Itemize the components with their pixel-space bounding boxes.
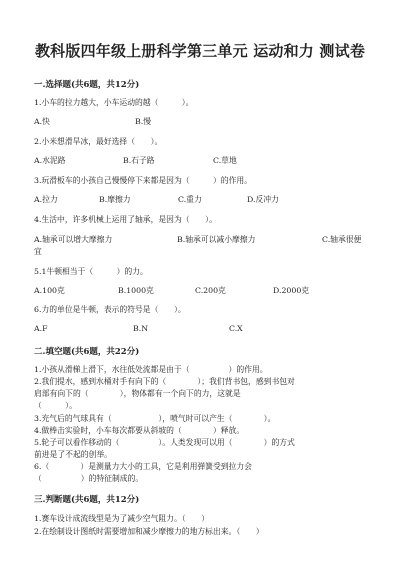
judge-line: 1.赛车设计成流线型是为了减少空气阻力。（ ） [34, 514, 210, 523]
option: A.拉力 [34, 195, 58, 204]
question-5: 5.1牛顿相当于（ ）的力。 [34, 267, 148, 276]
option: C.轴承很便 [322, 235, 362, 244]
option: C.重力 [178, 195, 202, 204]
option: D.反冲力 [247, 195, 279, 204]
fill-line: 3.充气后的气球具有（ ），喷气时可以产生（ ）。 [34, 414, 276, 423]
page-title: 教科版四年级上册科学第三单元 运动和力 测试卷 [34, 42, 366, 60]
fill-line: 2.我们提水，感到水桶对手有向下的（ ）；我们背书包，感到书包对 [34, 377, 295, 386]
option: C.200克 [195, 286, 226, 295]
option: A.100克 [34, 286, 65, 295]
option: B.摩擦力 [99, 195, 131, 204]
section-heading-choice: 一.选择题(共6题，共12分) [34, 80, 140, 90]
option: B.1000克 [118, 286, 154, 295]
fill-line: 前进是了不起的创举。 [34, 450, 112, 459]
option: D.2000克 [273, 286, 310, 295]
option: B.石子路 [123, 156, 155, 165]
question-1: 1.小车的拉力越大，小车运动的越（ ）。 [34, 98, 194, 107]
question-6: 6.力的单位是牛顿，表示的符号是（ ）。 [34, 305, 186, 314]
option-continuation: 宜 [34, 247, 42, 256]
fill-line: 4.做棒击实验时，小车每次都要从斜坡的（ ）释放。 [34, 426, 245, 435]
fill-line: （ ）。 [34, 401, 77, 410]
option: C.草地 [213, 156, 237, 165]
fill-line: 1.小孩从滑梯上滑下，水往低处流都是由于（ ）的作用。 [34, 365, 268, 374]
option: B.轴承可以减小摩擦力 [177, 235, 256, 244]
fill-line: （ ）的特征制成的。 [34, 474, 144, 483]
judge-line: 2.在绘制设计图纸时需要增加和减少摩擦力的地方标出来。（ ） [34, 527, 264, 536]
option: A.F [34, 324, 48, 333]
section-heading-judge: 三.判断题(共6题，共12分) [34, 495, 140, 505]
fill-line: 6.（ ）是测量力大小的工具，它是利用弹簧受到拉力会 [34, 462, 252, 471]
question-3: 3.玩滑板车的小孩自己慢慢停下来都是因为（ ）的作用。 [34, 176, 252, 185]
section-heading-fill: 二.填空题(共6题，共22分) [34, 347, 140, 357]
fill-line: 5.轮子可以看作移动的（ ）。人类发现可以用（ ）的方式 [34, 438, 295, 447]
question-2: 2.小米想滑旱冰，最好选择（ ）。 [34, 137, 163, 146]
option: A.轴承可以增大摩擦力 [34, 235, 113, 244]
option: A.快 [34, 117, 50, 126]
fill-line: 肩部有向下的（ ），物体都有一个向下的力，这就是 [34, 389, 241, 398]
option: B.慢 [135, 117, 152, 126]
option: B.N [133, 324, 149, 333]
option: A.水泥路 [34, 156, 66, 165]
option: C.X [229, 324, 243, 333]
question-4: 4.生活中，许多机械上运用了轴承，是因为（ ）。 [34, 215, 217, 224]
